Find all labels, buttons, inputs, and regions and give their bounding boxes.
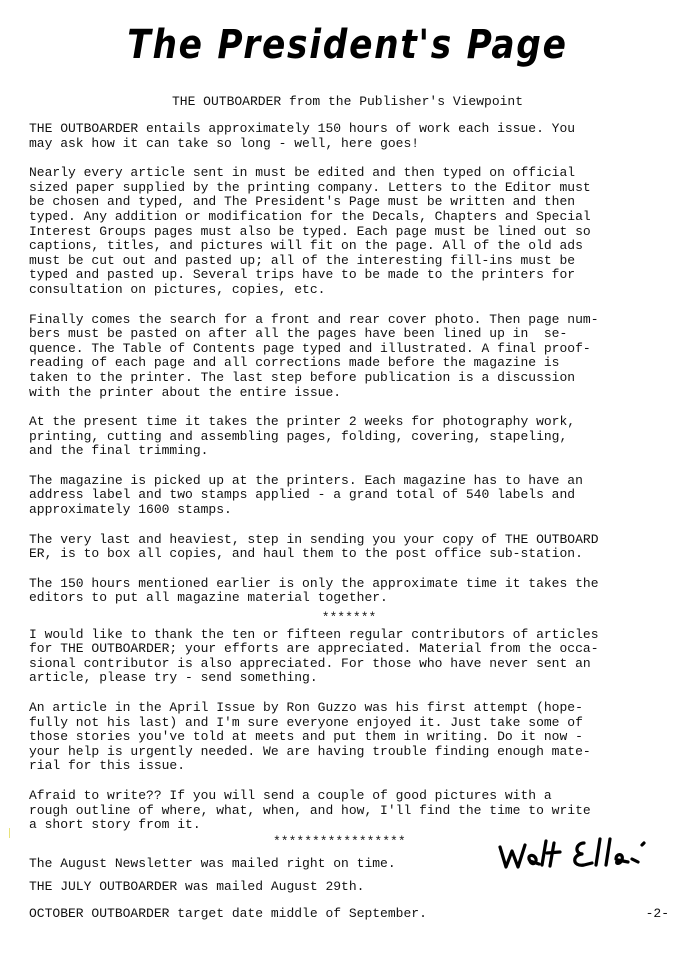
- paragraph: THE OUTBOARDER entails approximately 150 hours of work each issue. You may ask how it can take so long - well, here goes!: [29, 121, 576, 151]
- footer-note: THE JULY OUTBOARDER was mailed August 29th.: [29, 879, 365, 894]
- paragraph: At the present time it takes the printer 2 weeks for photography work, printing, cutting and assembling pages, folding, covering, stapeling, and the final trimming.: [29, 414, 576, 459]
- paragraph: An article in the April Issue by Ron Guzzo was his first attempt (hope- fully not his last) and I'm sure everyone enjoyed it. Just take some of those stories you've told at meets and put them in writing. Do it now - your help is urgently needed. We are having trouble finding enough mate- rial for this issue.: [29, 700, 591, 774]
- paragraph: Nearly every article sent in must be edited and then typed on official sized paper supplied by the printing company. Letters to the Editor must be chosen and typed, and The President's Page must be written and then typed. Any addition or modification for the Decals, Chapters and Special Interest Groups pages must also be typed. Each page must be lined out so captions, titles, and pictures will fit on the page. All of the old ads must be cut out and pasted up; all of the interesting fill-ins must be typed and pasted up. Several trips have to be made to the printers for consultation on pictures, copies, etc.: [29, 165, 591, 297]
- section-divider: *****************: [273, 834, 406, 849]
- paragraph: Finally comes the search for a front and rear cover photo. Then page num- bers must be pasted on after all the pages have been lined up in se- quence. The Table of Contents page typed and illustrated. A final proof- reading of each page and all corrections made before the magazine is taken to the printer. The last step before publication is a discussion with the printer about the entire issue.: [29, 311, 599, 400]
- paragraph: The very last and heaviest, step in sending you your copy of THE OUTBOARD ER, is to box all copies, and haul them to the post office sub-station.: [29, 531, 599, 562]
- section-divider: *******: [321, 610, 377, 626]
- paragraph: The magazine is picked up at the printers. Each magazine has to have an address label and two stamps applied - a grand total of 540 labels and approximately 1600 stamps.: [29, 472, 583, 518]
- page-number: -2-: [645, 906, 669, 921]
- footer-note: The August Newsletter was mailed right on time.: [29, 856, 396, 871]
- footer-note: OCTOBER OUTBOARDER target date middle of September.: [29, 906, 427, 921]
- paragraph: The 150 hours mentioned earlier is only the approximate time it takes the editors to put all magazine material together.: [29, 575, 599, 606]
- margin-mark: [9, 828, 10, 838]
- footer-line: [29, 906, 669, 921]
- page-subtitle: THE OUTBOARDER from the Publisher's Viewpoint: [171, 94, 524, 109]
- page-title: The President's Page: [127, 22, 568, 68]
- article-body: [29, 122, 669, 848]
- paragraph: I would like to thank the ten or fifteen regular contributors of articles for THE OUTBOARDER; your efforts are appreciated. Material from the occa- sional contributor is also appreciated. For those who have never sent an article, please try - send something.: [29, 626, 599, 686]
- paragraph: Afraid to write?? If you will send a couple of good pictures with a rough outline of where, what, when, and how, I'll find the time to write a short story from it.: [29, 787, 591, 833]
